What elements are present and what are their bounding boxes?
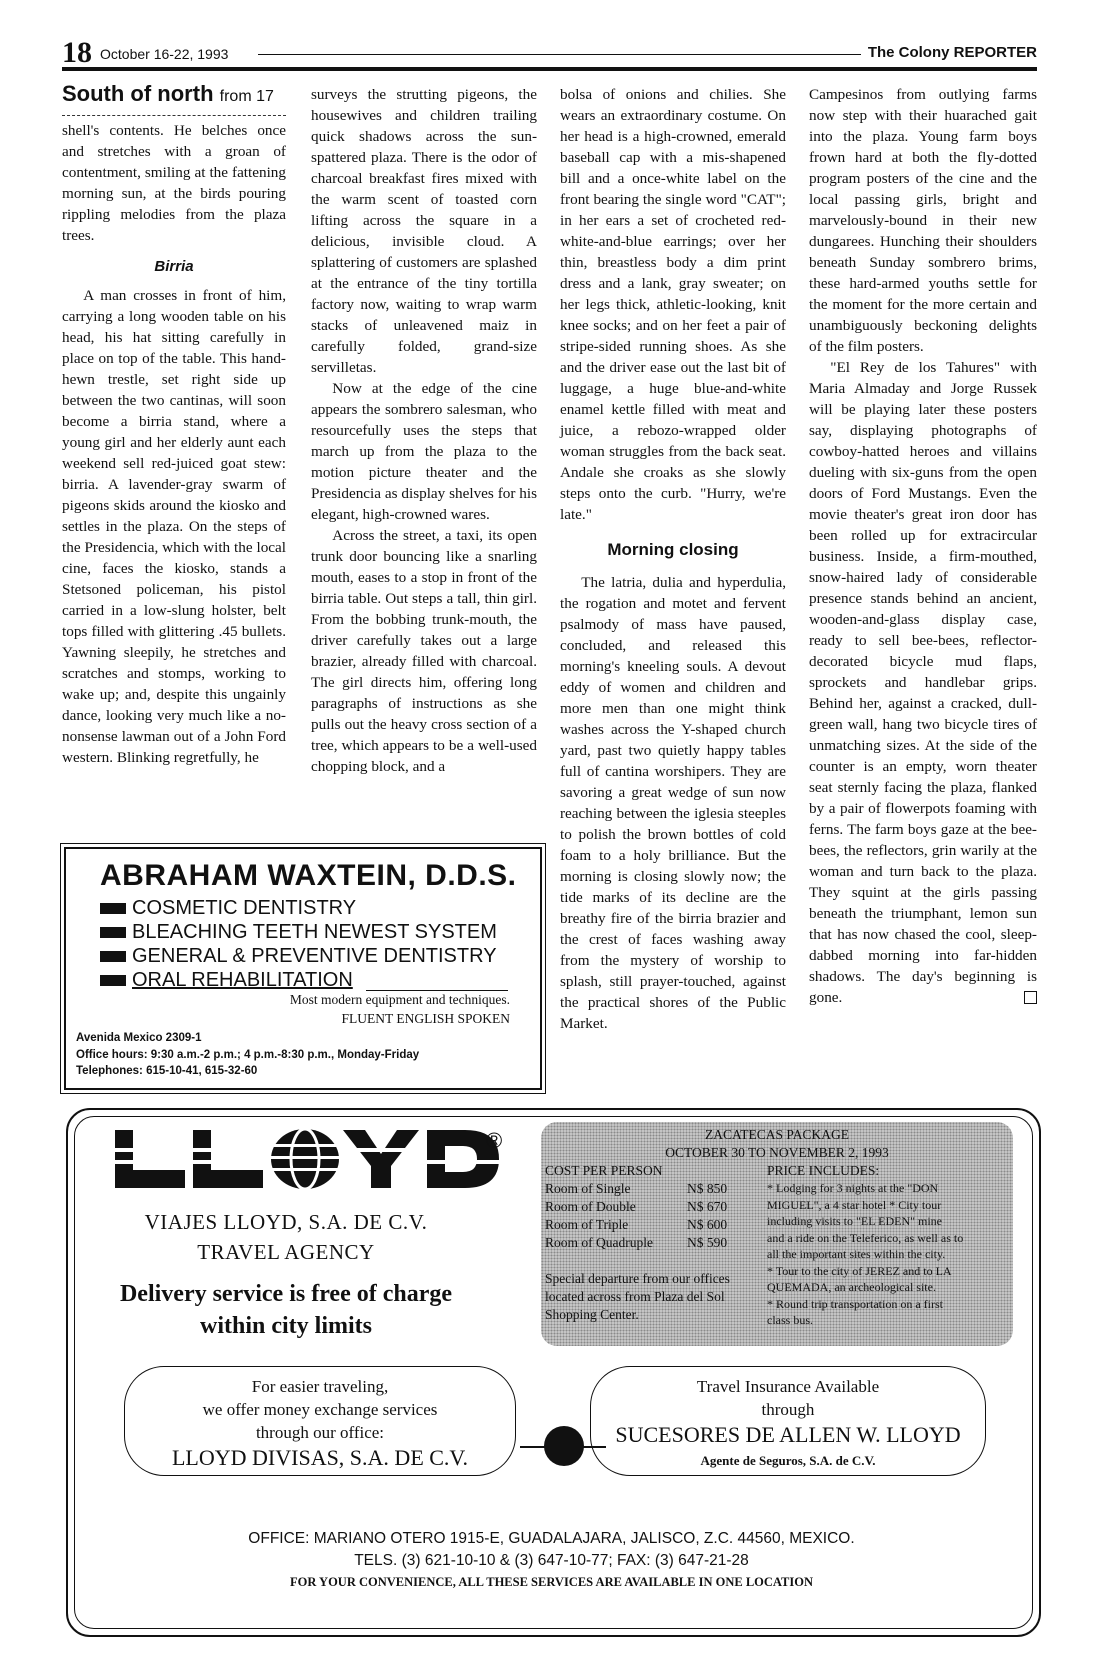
insurance-line: Travel Insurance Available xyxy=(696,1377,880,1396)
departure-line: Special departure from our offices xyxy=(545,1271,730,1286)
article-paragraph-text: "El Rey de los Tahures" with Maria Almaday and Jorge Russek will be playing later these posters say, displaying photographs of cowboy-hatted heroes and villains dueling with six-guns from the open doors of Ford Mustangs. Even the movie theater's great iron door has been rolled up for extracircular business. Inside, a firm-mouthed, snow-haired lady of considerable presence stands behind an ancient, wooden-and-glass display case, ready to sell bee-bees, reflector-decorated bicycle mud flaps, sprockets and handlebar grips. Behind her, against a cracked, dull-green wall, hang two bicycle tires of unmatching sizes. At the side of the counter is an empty, worn theater seat sternly facing the plaza, flanked by a pair of flowerpots foaming with ferns. The farm boys gaze at the bee-bees, the reflectors, grin warily at the woman and turn back to the plaza. They squint at the girls passing beneath the triumphant, lemon sun that has now chased the cool, sleep-dabbed morning into far-hidden shadows. The day's beginning is gone. xyxy=(809,359,1037,1006)
insurance-company: SUCESORES DE ALLEN W. LLOYD xyxy=(615,1422,961,1447)
includes-line: * Round trip transportation on a first xyxy=(767,1296,943,1311)
insurance-agent: Agente de Seguros, S.A. de C.V. xyxy=(700,1453,876,1468)
subhead-morning-closing: Morning closing xyxy=(607,540,739,559)
connector-dot-icon xyxy=(544,1426,584,1466)
article-paragraph: A man crosses in front of him, carrying a long wooden table on his head, his hat sitting carefully in place on top of the table. This hand-hewn trestle, set right side up between the two cantinas, will soon become a birria stand, where a young girl and her elderly aunt each weekend sell red-juiced goat stew: birria. A lavender-gray swarm of pigeons skids around the kiosko and settles in the plaza. On the steps of the Presidencia, which with the local cine, faces the kiosko, stands a Stetsoned policeman, his pistol carried in a low-slung holster, belt tops filled with glittering .45 bullets. Yawning sleepily, he stretches and scratches and stomps, working to wake up; and, despite this ungainly dance, looking very much like a no-nonsense lawman out of a John Ford western. Blinking regretfully, he xyxy=(62,287,286,766)
article-column-3 xyxy=(560,84,786,1034)
waxtein-note: FLUENT ENGLISH SPOKEN xyxy=(341,1011,510,1026)
departure-line: Shopping Center. xyxy=(545,1307,639,1322)
exchange-company: LLOYD DIVISAS, S.A. DE C.V. xyxy=(171,1445,468,1470)
room-type: Room of Triple xyxy=(545,1217,629,1232)
room-type: Room of Single xyxy=(545,1181,631,1196)
departure-line: located across from Plaza del Sol xyxy=(545,1289,725,1304)
waxtein-title: ABRAHAM WAXTEIN, D.D.S. xyxy=(100,859,517,892)
waxtein-service: ORAL REHABILITATION xyxy=(100,969,353,992)
room-type: Room of Double xyxy=(545,1199,636,1214)
article-paragraph: shell's contents. He belches once and stretches with a groan of contentment, smiling at the fattening morning sun, at the birds pouring rippling melodies from the plaza trees. xyxy=(62,122,286,244)
insurance-line: through xyxy=(761,1400,815,1419)
article-paragraph: bolsa of onions and chilies. She wears an extraordinary costume. On her head is a high-crowned, emerald baseball cap with a mis-shapened bill and a once-white label on the front bearing the single word "CAT"; in her ears a set of crocheted red-white-and-blue earrings; over her thin, breastless body a dim print dress and a lank, gray sweater; on her legs thick, athletic-looking, knit knee socks; and on her feet a pair of stripe-sided running shoes. As she and the driver ease out the last bit of luggage, a huge blue-and-white enamel kettle filled with meat and juice, a rebozo-wrapped older woman struggles from the back seat. Andale she croaks as she slowly steps onto the curb. "Hurry, we're late." xyxy=(560,86,786,523)
waxtein-address: Avenida Mexico 2309-1 xyxy=(76,1032,202,1044)
article-column-1 xyxy=(62,80,286,768)
includes-header: PRICE INCLUDES: xyxy=(767,1163,880,1178)
includes-line: class bus. xyxy=(767,1313,813,1327)
lloyd-logo xyxy=(115,1126,515,1196)
package-dates: OCTOBER 30 TO NOVEMBER 2, 1993 xyxy=(665,1145,889,1160)
room-type: Room of Quadruple xyxy=(545,1235,653,1250)
includes-line: all the important sites within the city. xyxy=(767,1247,946,1261)
exchange-line: we offer money exchange services xyxy=(202,1400,438,1419)
page-header xyxy=(62,38,1037,70)
office-phones: TELS. (3) 621-10-10 & (3) 647-10-77; FAX: (3) 647-21-28 xyxy=(354,1552,749,1569)
kicker-title: South of north xyxy=(62,81,214,106)
waxtein-dental-ad xyxy=(64,847,542,1090)
package-title: ZACATECAS PACKAGE xyxy=(705,1127,849,1142)
travel-insurance-box xyxy=(590,1366,986,1476)
article-paragraph: Now at the edge of the cine appears the sombrero salesman, who resourcefully uses the steps that march up from the plaza to the motion picture theater and the Presidencia as display shelves for his elegant, high-crowned wares. xyxy=(311,380,537,523)
includes-line: including visits to "EL EDEN" mine xyxy=(767,1214,943,1228)
article-paragraph: surveys the strutting pigeons, the housewives and children trailing quick shadows across the sun-spattered plaza. There is the odor of charcoal breakfast fires mixed with the warm scent of toasted corn lifting across the square in a delicious, invisible cloud. A splattering of customers are splashed at the entrance of the tiny tortilla factory now, waiting to wrap warm stacks of unleavened maiz in carefully folded, grand-size servilletas. xyxy=(311,86,537,376)
waxtein-phones: Telephones: 615-10-41, 615-32-60 xyxy=(76,1065,258,1077)
room-price: N$ 850 xyxy=(687,1181,728,1196)
cost-header: COST PER PERSON xyxy=(545,1163,663,1178)
article-column-2 xyxy=(311,84,537,777)
waxtein-rule xyxy=(366,990,508,991)
registered-mark: ® xyxy=(486,1128,503,1153)
page-number: 18 xyxy=(62,36,92,69)
waxtein-service: BLEACHING TEETH NEWEST SYSTEM xyxy=(100,921,497,944)
includes-line: * Lodging for 3 nights at the "DON xyxy=(767,1181,939,1195)
article-column-4 xyxy=(809,84,1037,1008)
room-price: N$ 600 xyxy=(687,1217,728,1232)
article-kicker xyxy=(62,80,286,116)
header-thick-rule xyxy=(62,67,1037,71)
includes-line: and a ride on the Teleferico, as well as to xyxy=(767,1230,964,1245)
waxtein-hours: Office hours: 9:30 a.m.-2 p.m.; 4 p.m.-8:30 p.m., Monday-Friday xyxy=(76,1049,420,1061)
article-paragraph: The latria, dulia and hyperdulia, the rogation and motet and fervent psalmody of mass have paused, concluded, and released this morning's kneeling souls. A devout eddy of women and children and more men than one might think washes across the Y-shaped church yard, past two quietly happy tables full of cantina worshipers. They are savoring a great wedge of sun now reaching between the iglesia steeples to polish the brown bottles of cold foam to a holy brilliance. But the morning is closing slowly now; the tide marks of its decline are the breathy fire of the birria brazier and the crest of faces washing away from the mystery of worship to splash, still prayer-touched, against the practical shores of the Public Market. xyxy=(560,574,786,1032)
exchange-line: through our office: xyxy=(255,1423,385,1442)
header-rule xyxy=(258,54,861,55)
waxtein-note: Most modern equipment and techniques. xyxy=(289,992,510,1007)
publication-name: The Colony REPORTER xyxy=(867,44,1037,61)
issue-date: October 16-22, 1993 xyxy=(100,46,229,62)
end-mark-icon xyxy=(1024,991,1037,1004)
article-paragraph: Campesinos from outlying farms now step with their huarached gait into the plaza. Young farm boys frown hard at both the fly-dotted program posters of the cine and the local passing girls, bright and marvelously-bound in their new dungarees. Hunching their shoulders beneath Sunday sombrero brims, these hard-armed youths settle for the moment for the more certain and unambiguously beckoning delights of the film posters. xyxy=(809,86,1037,355)
office-address: OFFICE: MARIANO OTERO 1915-E, GUADALAJARA, JALISCO, Z.C. 44560, MEXICO. xyxy=(248,1530,855,1547)
zacatecas-package-box xyxy=(541,1122,1013,1346)
includes-line: * Tour to the city of JEREZ and to LA xyxy=(767,1263,952,1278)
lloyd-travel-agency: TRAVEL AGENCY xyxy=(197,1240,375,1264)
money-exchange-box xyxy=(124,1366,516,1476)
room-price: N$ 670 xyxy=(687,1199,728,1214)
kicker-continued-from: from 17 xyxy=(219,88,274,105)
lloyd-delivery-line-1: Delivery service is free of charge xyxy=(119,1281,453,1307)
waxtein-service: GENERAL & PREVENTIVE DENTISTRY xyxy=(100,945,497,968)
convenience-note: FOR YOUR CONVENIENCE, ALL THESE SERVICES ARE AVAILABLE IN ONE LOCATION xyxy=(290,1575,813,1589)
exchange-line: For easier traveling, xyxy=(251,1377,389,1396)
room-price: N$ 590 xyxy=(687,1235,728,1250)
includes-line: QUEMADA, an archeological site. xyxy=(767,1280,936,1294)
waxtein-service: COSMETIC DENTISTRY xyxy=(100,897,356,920)
lloyd-delivery-line-2: within city limits xyxy=(200,1313,372,1339)
article-paragraph xyxy=(809,357,1037,1008)
lloyd-company-name: VIAJES LLOYD, S.A. DE C.V. xyxy=(144,1210,428,1234)
includes-list xyxy=(767,1180,1011,1329)
article-paragraph: Across the street, a taxi, its open trunk door bouncing like a snarling mouth, eases to a stop in front of the birria table. Out steps a tall, thin girl. From the bobbing trunk-mouth, the driver carefully takes out a large brazier, already filled with charcoal. The girl directs him, offering long paragraphs of instructions as she pulls out the heavy cross section of a tree, which appears to be a well-used chopping block, and a xyxy=(311,527,537,775)
includes-line: MIGUEL", a 4 star hotel * City tour xyxy=(767,1197,942,1212)
subhead-birria: Birria xyxy=(154,258,194,275)
